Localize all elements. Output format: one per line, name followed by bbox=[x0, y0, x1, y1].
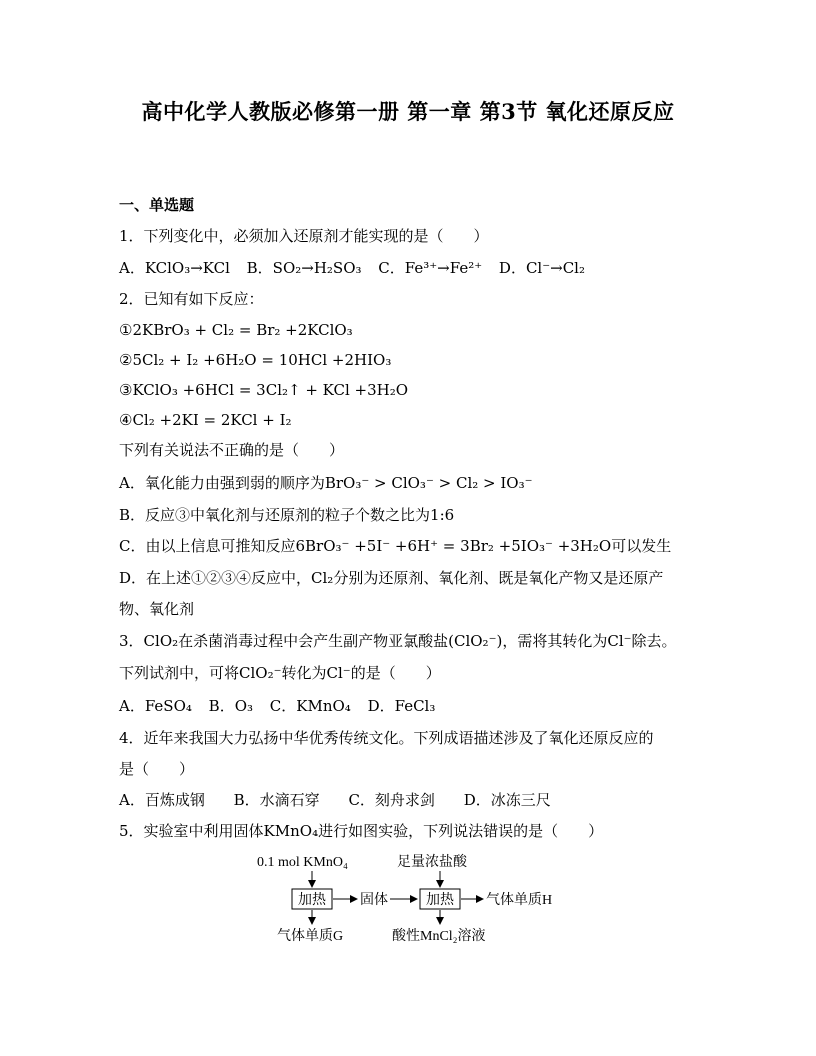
question-3-option-d: D．FeCl₃ bbox=[367, 697, 436, 715]
reagent-hcl-label: 足量浓盐酸 bbox=[397, 855, 467, 870]
question-2-option-d-continued: 物、氧化剂 bbox=[119, 600, 195, 618]
question-1-option-d: D．Cl⁻→Cl₂ bbox=[498, 259, 585, 277]
question-4-option-b: B．水滴石穿 bbox=[233, 791, 320, 809]
section-heading: 一、单选题 bbox=[119, 196, 195, 214]
question-2-option-b: B．反应③中氧化剂与还原剂的粒子个数之比为1:6 bbox=[119, 506, 455, 524]
mncl2-solution-label: 酸性MnCl₂溶液 bbox=[392, 929, 486, 944]
reagent-kmno4-label: 0.1 mol KMnO₄ bbox=[257, 855, 348, 870]
gas-g-label: 气体单质G bbox=[277, 929, 344, 944]
question-2-option-c: C．由以上信息可推知反应6BrO₃⁻ +5I⁻ +6H⁺ = 3Br₂ +5IO₃⁻ +3H₂O可以发生 bbox=[119, 537, 672, 555]
question-4-options bbox=[119, 790, 563, 810]
question-3-option-b: B．O₃ bbox=[208, 697, 254, 715]
question-3-option-a: A．FeSO₄ bbox=[119, 697, 192, 715]
question-4-stem-line-2: 是（ ） bbox=[119, 760, 195, 778]
heating-box-2-label: 加热 bbox=[426, 893, 454, 908]
question-3-stem-line-1: 3．ClO₂在杀菌消毒过程中会产生副产物亚氯酸盐(ClO₂⁻)，需将其转化为Cl⁻除去。 bbox=[119, 632, 677, 650]
question-2-option-a: A．氧化能力由强到弱的顺序为BrO₃⁻ > ClO₃⁻ > Cl₂ > IO₃⁻ bbox=[119, 474, 533, 492]
question-2-reaction-1: ①2KBrO₃ + Cl₂ = Br₂ +2KClO₃ bbox=[119, 321, 353, 339]
question-2-reaction-2: ②5Cl₂ + I₂ +6H₂O = 10HCl +2HIO₃ bbox=[119, 351, 392, 369]
question-3-options bbox=[119, 696, 447, 716]
question-4-option-c: C．刻舟求剑 bbox=[348, 791, 435, 809]
gas-h-label: 气体单质H bbox=[486, 893, 553, 908]
question-1-options bbox=[119, 258, 597, 278]
heating-box-1-label: 加热 bbox=[298, 893, 326, 908]
question-2-prompt: 下列有关说法不正确的是（ ） bbox=[119, 441, 345, 459]
question-2-reaction-3: ③KClO₃ +6HCl = 3Cl₂↑ + KCl +3H₂O bbox=[119, 381, 409, 399]
question-3-stem-line-2: 下列试剂中，可将ClO₂⁻转化为Cl⁻的是（ ） bbox=[119, 664, 441, 682]
page-title: 高中化学人教版必修第一册 第一章 第3节 氧化还原反应 bbox=[141, 99, 675, 124]
question-4-stem-line-1: 4．近年来我国大力弘扬中华优秀传统文化。下列成语描述涉及了氧化还原反应的 bbox=[119, 729, 654, 747]
question-3-option-c: C．KMnO₄ bbox=[269, 697, 351, 715]
experiment-flow-diagram bbox=[255, 852, 575, 947]
question-4-option-d: D．冰冻三尺 bbox=[463, 791, 551, 809]
question-2-reaction-4: ④Cl₂ +2KI = 2KCl + I₂ bbox=[119, 411, 292, 429]
solid-label: 固体 bbox=[360, 893, 388, 908]
question-4-option-a: A．百炼成钢 bbox=[119, 791, 205, 809]
question-1-stem: 1．下列变化中，必须加入还原剂才能实现的是（ ） bbox=[119, 227, 489, 245]
question-2-option-d: D．在上述①②③④反应中，Cl₂分别为还原剂、氧化剂、既是氧化产物又是还原产 bbox=[119, 569, 664, 587]
question-2-stem: 2．已知有如下反应： bbox=[119, 290, 264, 308]
question-1-option-c: C．Fe³⁺→Fe²⁺ bbox=[378, 259, 483, 277]
question-1-option-a: A．KClO₃→KCl bbox=[119, 259, 230, 277]
question-5-stem: 5．实验室中利用固体KMnO₄进行如图实验，下列说法错误的是（ ） bbox=[119, 822, 604, 840]
question-1-option-b: B．SO₂→H₂SO₃ bbox=[246, 259, 362, 277]
